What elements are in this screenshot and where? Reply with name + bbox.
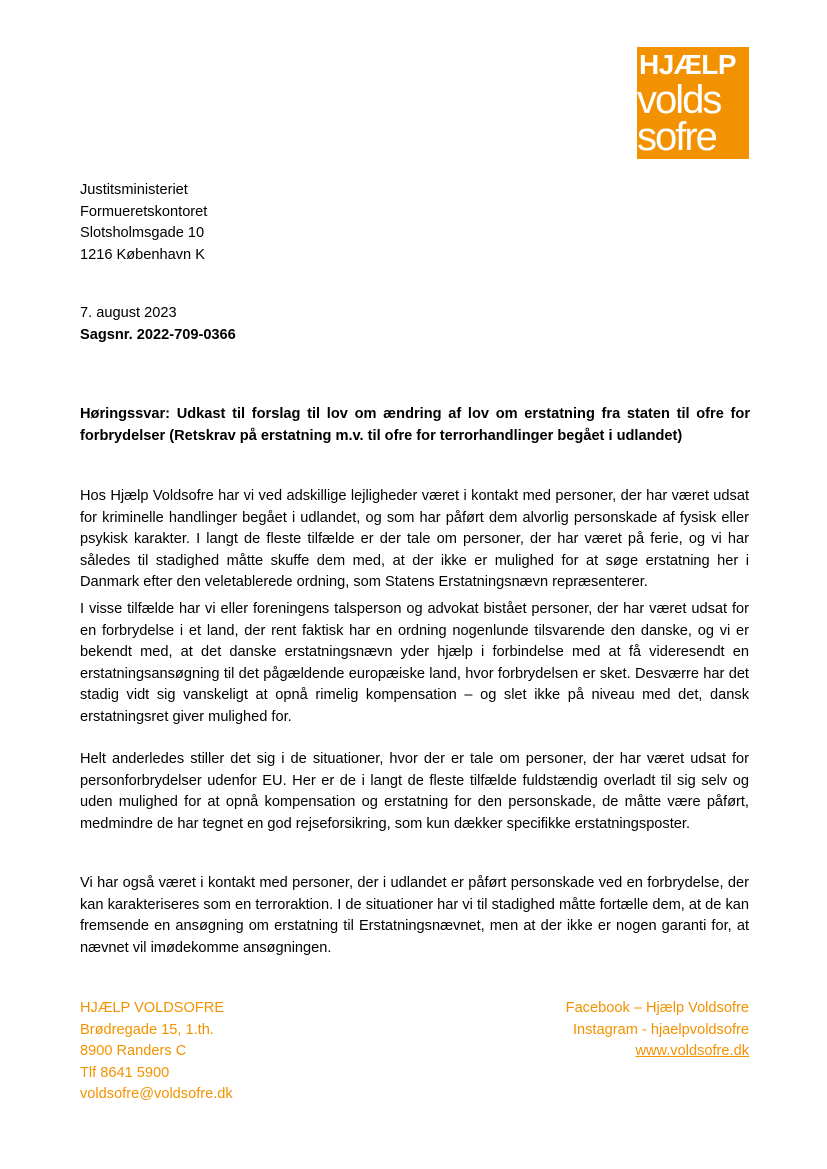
body-paragraph-2: I visse tilfælde har vi eller foreningens talsperson og advokat bistået personer, der har været udsat for en forbrydelse i et land, der rent faktisk har en ordning nogenlunde tilsvarende den danske, og vi er bekendt med, at det danske erstatningsnævn yder hjælp i forbindelse med at få videresendt en erstatningsansøgning til det pågældende europæiske land, hvor forbrydelsen er sket. Desværre har det stadig vidt sig vanskeligt at opnå rimelig kompensation – og slet ikke på niveau med det, dansk erstatningsret giver mulighed for. (80, 601, 749, 725)
hjaelp-voldsofre-logo (637, 47, 749, 159)
body-paragraph-3: Helt anderledes stiller det sig i de situationer, hvor der er tale om personer, der har været udsat for personforbrydelser udenfor EU. Her er de i langt de fleste tilfælde fuldstændig overladt til sig selv og uden mulighed for at opnå kompensation og erstatning for den personskade, de måtte være påført, medmindre de har tegnet en god rejseforsikring, som kun dækker specifikke erstatningsposter. (80, 751, 749, 832)
letter-title: Høringssvar: Udkast til forslag til lov om ændring af lov om erstatning fra staten til ofre for forbrydelser (Retskrav på erstatning m.v. til ofre for terrorhandlinger begået i udlandet) (80, 406, 750, 444)
date-block (80, 303, 236, 346)
footer-org-name: HJÆLP VOLDSOFRE (80, 1000, 225, 1016)
recipient-line-2: Formueretskontoret (80, 203, 208, 220)
logo-line-1: HJÆLP (639, 49, 737, 80)
recipient-line-4: 1216 København K (80, 246, 205, 263)
recipient-line-3: Slotsholmsgade 10 (80, 225, 205, 241)
body-paragraph-1: Hos Hjælp Voldsofre har vi ved adskillige lejligheder været i kontakt med personer, der har været udsat for kriminelle handlinger begået i udlandet, og som har påført dem alvorlig personskade af fysisk eller psykisk karakter. I langt de fleste tilfælde er der tale om personer, der har været på ferie, og vi har således til stadighed måtte skuffe dem med, at der ikke er mulighed for at søge erstatning her i Danmark efter den veletablerede ordning, som Statens Erstatningsnævn repræsenterer. (80, 488, 749, 590)
footer-instagram: Instagram - hjaelpvoldsofre (572, 1021, 749, 1038)
recipient-address (80, 180, 207, 266)
case-number: Sagsnr. 2022-709-0366 (80, 326, 236, 343)
body-paragraph-4: Vi har også været i kontakt med personer, der i udlandet er påført personskade ved en forbrydelse, der kan karakteriseres som en terroraktion. I de situationer har vi til stadighed måtte fortælle dem, at de kan fremsende en ansøgning om erstatning til Erstatningsnævnet, men at der ikke er nogen garanti for, at nævnet vil imødekomme ansøgningen. (80, 875, 749, 956)
logo-line-3: sofre (637, 115, 716, 159)
footer-street: Brødregade 15, 1.th. (80, 1021, 214, 1038)
footer-email: voldsofre@voldsofre.dk (80, 1086, 233, 1102)
footer-phone: Tlf 8641 5900 (80, 1064, 170, 1081)
letter-date: 7. august 2023 (80, 305, 177, 321)
footer-contact (80, 998, 233, 1106)
footer-social (566, 998, 749, 1063)
recipient-line-1: Justitsministeriet (80, 182, 188, 198)
footer-city: 8900 Randers C (80, 1043, 187, 1059)
logo-line-2: volds (637, 78, 721, 122)
footer-website-link[interactable]: www.voldsofre.dk (635, 1043, 749, 1059)
footer-facebook: Facebook – Hjælp Voldsofre (565, 1000, 749, 1016)
